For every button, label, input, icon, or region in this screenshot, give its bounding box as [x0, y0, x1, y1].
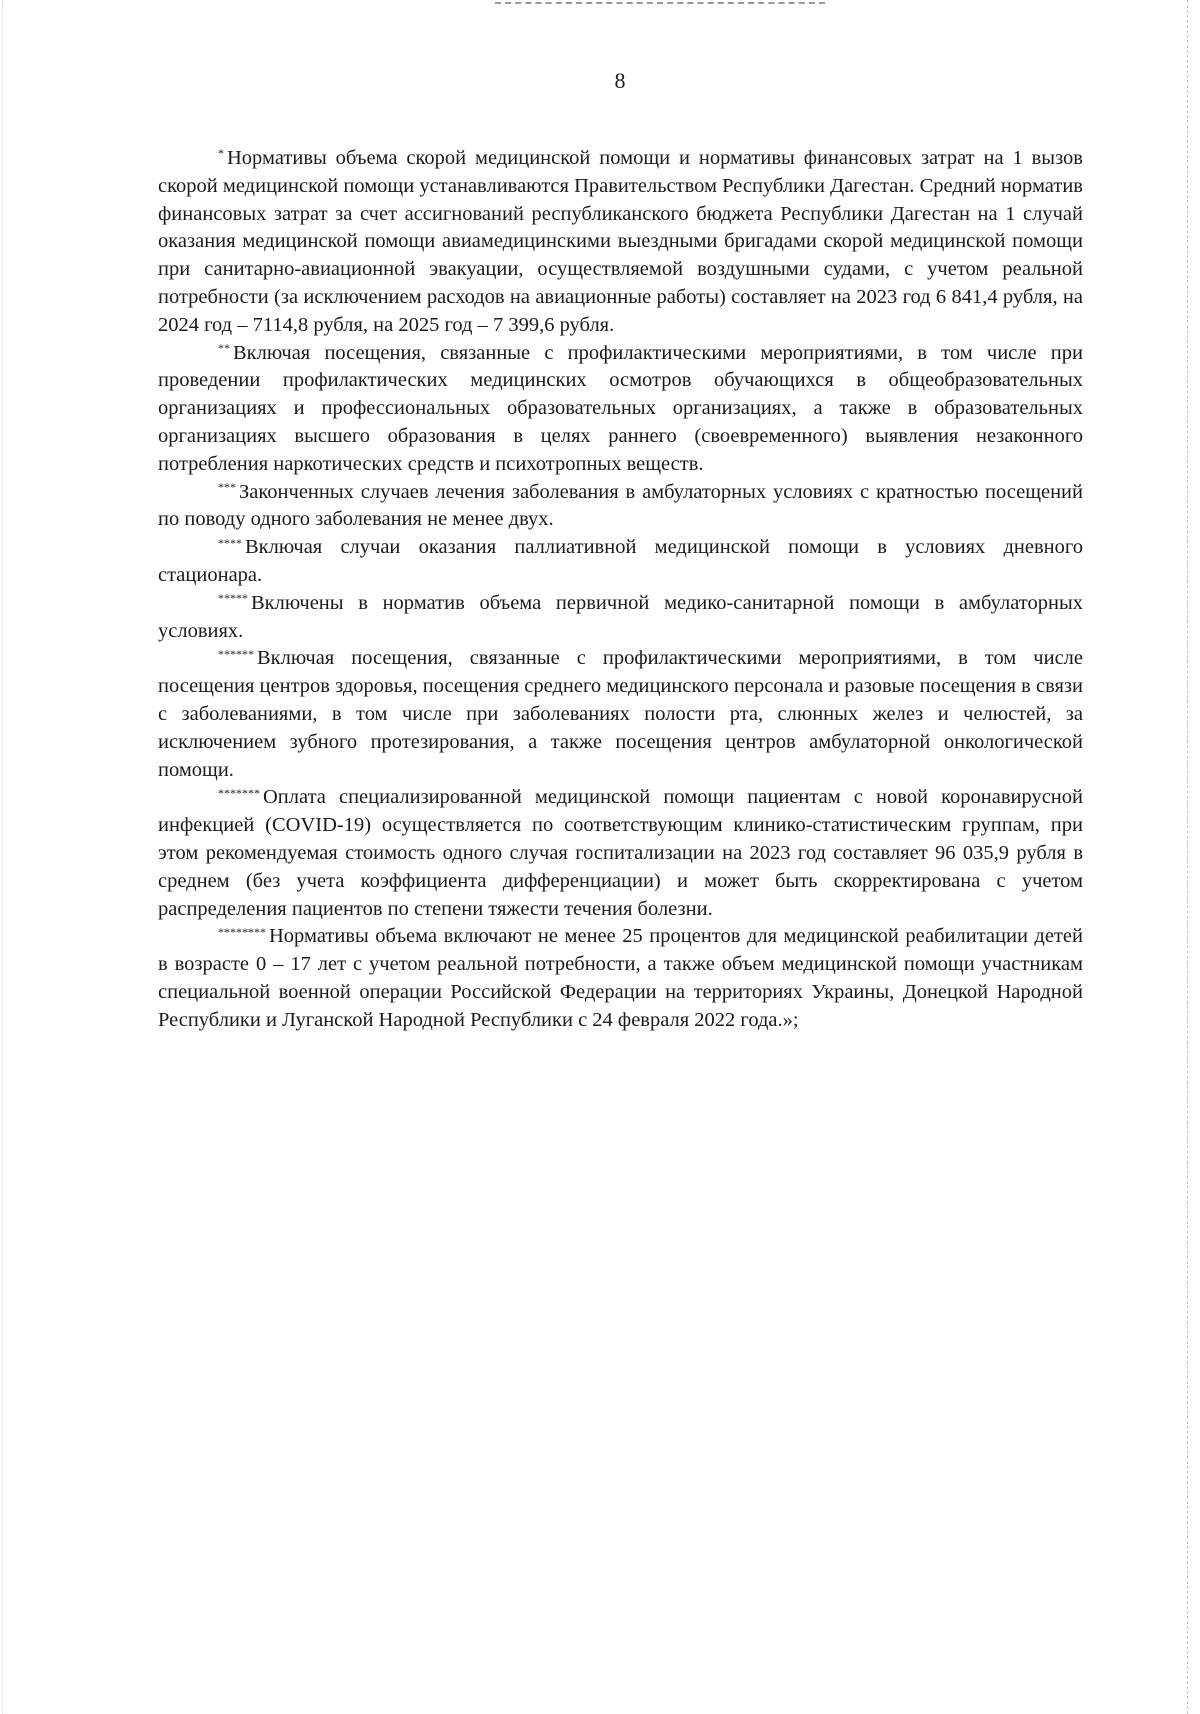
footnote-text: Включая случаи оказания паллиативной медицинской помощи в условиях дневного стационара.: [158, 536, 1083, 586]
scan-right-edge: [1187, 0, 1188, 1714]
footnote-marker: ********: [218, 924, 266, 939]
footnote-8: [158, 923, 1083, 1034]
footnote-5: [158, 590, 1083, 646]
footnote-4: [158, 534, 1083, 590]
scan-left-edge: [2, 0, 3, 1714]
footnote-marker: **: [218, 340, 230, 355]
footnote-text: Нормативы объема включают не менее 25 процентов для медицинской реабилитации детей в возрасте 0 – 17 лет с учетом реальной потребности, а также объем медицинской помощи участникам специальной военной операции Российской Федерации на территориях Украины, Донецкой Народной Республики и Луганской Народной Республики с 24 февраля 2022 года.»;: [158, 925, 1083, 1031]
footnote-1: [158, 145, 1083, 340]
scan-top-rule: [495, 2, 825, 4]
footnote-text: Нормативы объема скорой медицинской помощи и нормативы финансовых затрат на 1 вызов скорой медицинской помощи устанавливаются Правительством Республики Дагестан. Средний норматив финансовых затрат за счет ассигнований республиканского бюджета Республики Дагестан на 1 случай оказания медицинской помощи авиамедицинскими выездными бригадами скорой медицинской помощи при санитарно-авиационной эвакуации, осуществляемой воздушными судами, с учетом реальной потребности (за исключением расходов на авиационные работы) составляет на 2023 год 6 841,4 рубля, на 2024 год – 7114,8 рубля, на 2025 год – 7 399,6 рубля.: [158, 147, 1083, 336]
footnote-7: [158, 784, 1083, 923]
footnote-marker: ****: [218, 535, 242, 550]
footnote-marker: *******: [218, 785, 260, 800]
footnotes-block: [158, 145, 1083, 1035]
page-number: 8: [614, 68, 626, 93]
footnote-marker: *****: [218, 591, 248, 606]
footnote-text: Включены в норматив объема первичной медико-санитарной помощи в амбулаторных условиях.: [158, 591, 1083, 642]
footnote-text: Оплата специализированной медицинской помощи пациентам с новой коронавирусной инфекцией (COVID-19) осуществляется по соответствующим клинико-статистическим группам, при этом рекомендуемая стоимость одного случая госпитализации на 2023 год составляет 96 035,9 рубля в среднем (без учета коэффициента дифференциации) и может быть скорректирована с учетом распределения пациентов по степени тяжести течения болезни.: [158, 786, 1083, 920]
footnote-6: [158, 645, 1083, 784]
footnote-marker: ******: [218, 646, 254, 661]
footnote-3: [158, 479, 1083, 535]
footnote-2: [158, 340, 1083, 479]
footnote-text: Законченных случаев лечения заболевания в амбулаторных условиях с кратностью посещений по поводу одного заболевания не менее двух.: [158, 480, 1083, 531]
footnote-text: Включая посещения, связанные с профилактическими мероприятиями, в том числе при проведении профилактических медицинских осмотров обучающихся в общеобразовательных организациях и профессиональных образовательных организациях, а также в образовательных организациях высшего образования в целях раннего (своевременного) выявления незаконного потребления наркотических средств и психотропных веществ.: [158, 341, 1083, 475]
footnote-text: Включая посещения, связанные с профилактическими мероприятиями, в том числе посещения центров здоровья, посещения среднего медицинского персонала и разовые посещения в связи с заболеваниями, в том числе при заболеваниях полости рта, слюнных желез и челюстей, за исключением зубного протезирования, а также посещения центров амбулаторной онкологической помощи.: [158, 647, 1083, 781]
footnote-marker: *: [218, 146, 224, 161]
footnote-marker: ***: [218, 479, 236, 494]
